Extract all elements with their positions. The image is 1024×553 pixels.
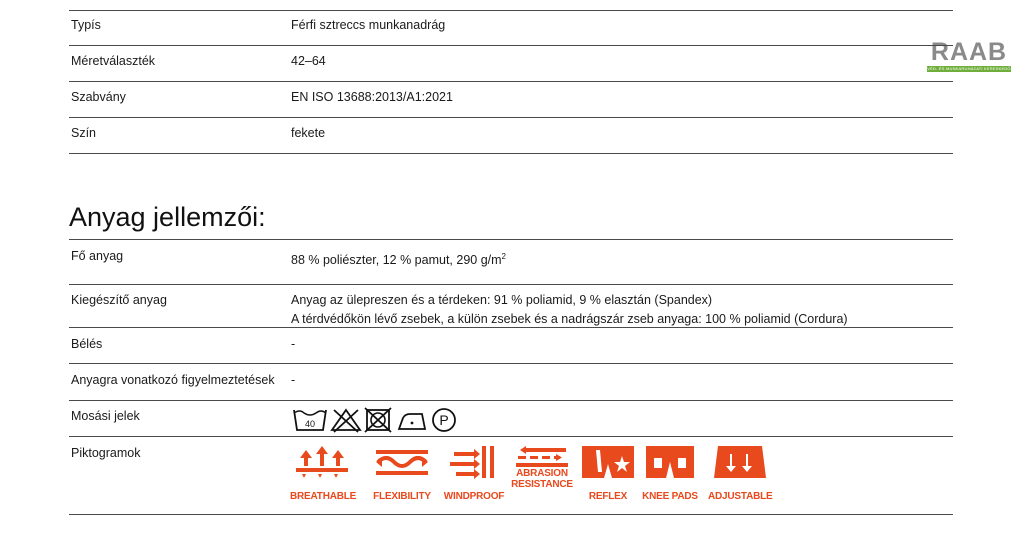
pict-line1: ABRASION <box>516 468 568 479</box>
abrasion-resistance-icon <box>512 444 572 468</box>
no-bleach-icon <box>330 406 362 434</box>
pict-line1 <box>442 480 506 491</box>
pict-line1 <box>708 480 772 491</box>
spec-label-color: Szín <box>71 126 97 140</box>
logo-text: RAAB <box>930 38 1008 66</box>
divider <box>69 81 953 82</box>
divider <box>69 363 953 364</box>
pict-line2: BREATHABLE <box>290 491 357 502</box>
spec-value-standard: EN ISO 13688:2013/A1:2021 <box>291 90 453 104</box>
spec-value-type: Férfi sztreccs munkanadrág <box>291 18 446 32</box>
pictogram-windproof <box>442 444 506 502</box>
material-label-lining: Bélés <box>71 337 103 351</box>
dry-clean-text: P <box>439 412 449 428</box>
pictogram-adjustable <box>708 444 772 502</box>
divider <box>69 10 953 11</box>
pictogram-knee-pads <box>638 444 702 502</box>
pict-line2: ADJUSTABLE <box>708 491 773 502</box>
pict-line2: RESISTANCE <box>511 479 573 490</box>
wash-40-icon <box>292 406 328 434</box>
flexibility-icon <box>372 444 432 480</box>
divider <box>69 327 953 328</box>
divider <box>69 436 953 437</box>
divider <box>69 153 953 154</box>
divider <box>69 117 953 118</box>
pict-line2: FLEXIBILITY <box>373 491 431 502</box>
material-label-additional: Kiegészítő anyag <box>71 293 167 307</box>
material-label-warnings: Anyagra vonatkozó figyelmeztetések <box>71 373 275 387</box>
material-label-washing: Mosási jelek <box>71 409 140 423</box>
iron-low-icon <box>396 406 428 434</box>
material-additional-line1: Anyag az ülepreszen és a térdeken: 91 % poliamid, 9 % elasztán (Spandex) <box>291 293 713 307</box>
spec-label-standard: Szabvány <box>71 90 126 104</box>
knee-pads-icon <box>640 444 700 480</box>
spec-value-color: fekete <box>291 126 326 140</box>
pict-line1 <box>370 480 434 491</box>
material-value-warnings: - <box>291 373 296 387</box>
pict-line1 <box>290 480 354 491</box>
logo-tagline: VÉD- ÉS MUNKARUHÁZATI KERESKEDŐ <box>927 66 1011 71</box>
divider <box>69 400 953 401</box>
windproof-icon <box>444 444 504 480</box>
section-title: Anyag jellemzői: <box>69 202 266 232</box>
raab-logo <box>927 38 1011 74</box>
dry-clean-icon <box>430 406 458 434</box>
pictogram-breathable <box>290 444 357 502</box>
divider <box>69 239 953 240</box>
pictogram-abrasion-resistance <box>510 444 574 490</box>
pict-line2: KNEE PADS <box>642 491 698 502</box>
divider <box>69 284 953 285</box>
material-label-pictograms: Piktogramok <box>71 446 141 460</box>
pict-line2: REFLEX <box>588 491 628 502</box>
pictogram-reflex <box>576 444 640 502</box>
pict-line2: WINDPROOF <box>443 491 505 502</box>
unit-superscript: 2 <box>501 252 506 261</box>
reflex-icon <box>578 444 638 480</box>
material-value-main <box>291 249 506 268</box>
material-value-main-text: 88 % poliészter, 12 % pamut, 290 g/m <box>291 253 502 268</box>
pict-line1 <box>576 480 640 491</box>
pict-line1 <box>638 480 702 491</box>
material-additional-line2: A térdvédőkön lévő zsebek, a külön zsebek és a nadrágszár zseb anyaga: 100 % poliamid (Cordura) <box>291 312 848 326</box>
adjustable-icon <box>710 444 770 480</box>
material-label-main: Fő anyag <box>71 249 124 263</box>
no-tumble-dry-icon <box>364 406 392 434</box>
spec-label-type: Typís <box>71 18 101 32</box>
spec-value-sizes: 42–64 <box>291 54 326 68</box>
spec-label-sizes: Méretválaszték <box>71 54 156 68</box>
wash-temp-text: 40 <box>304 419 316 429</box>
pictogram-flexibility <box>370 444 434 502</box>
divider <box>69 45 953 46</box>
breathable-icon <box>292 444 352 480</box>
material-value-lining: - <box>291 337 296 351</box>
divider <box>69 514 953 515</box>
